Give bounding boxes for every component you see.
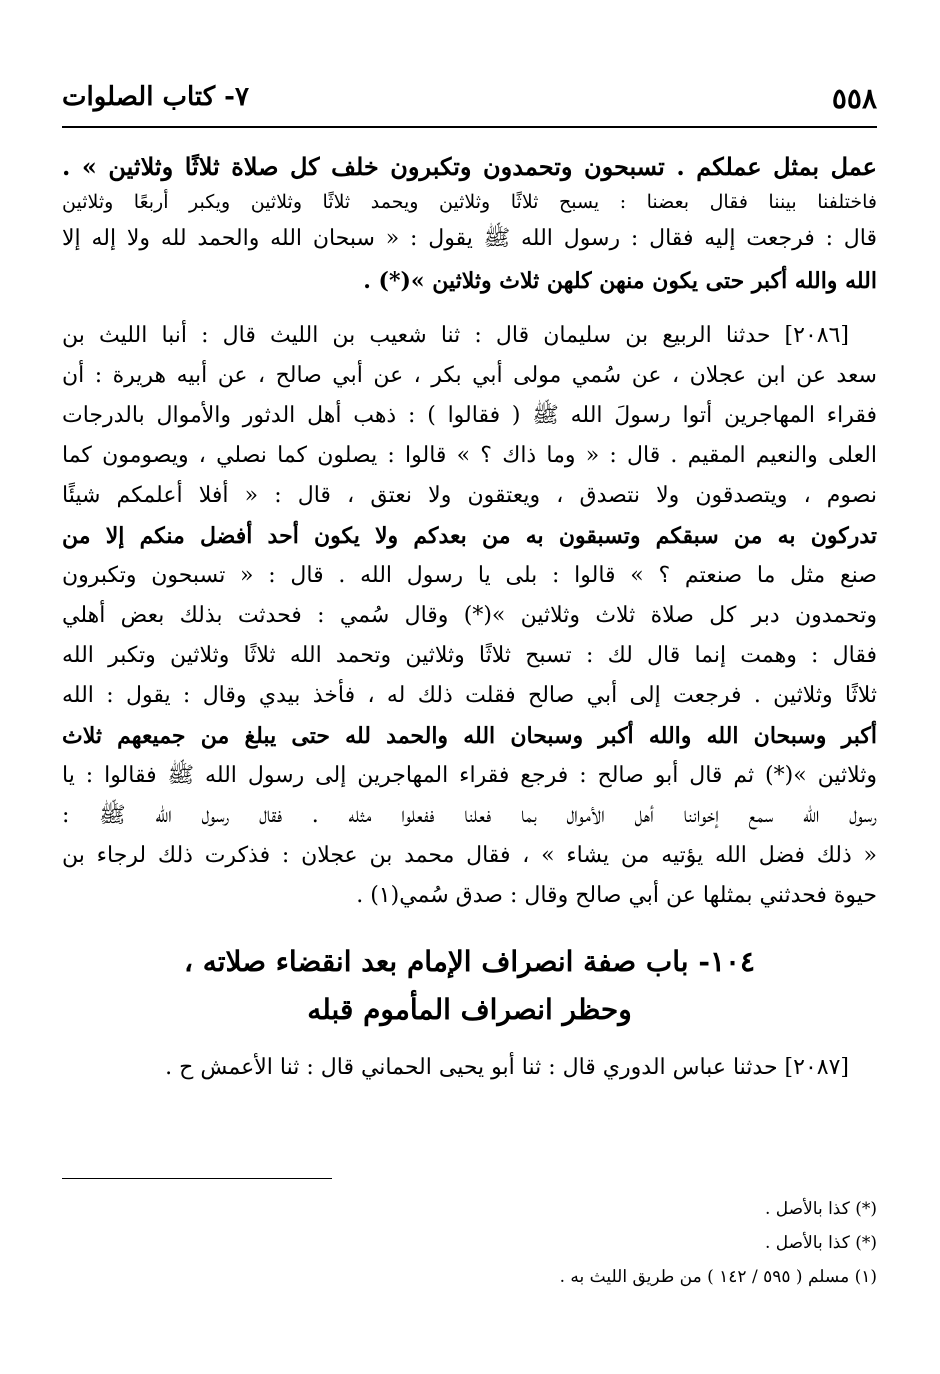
text-line: فقال : وهمت إنما قال لك : تسبح ثلاثًا وثلاثين وتحمد الله ثلاثًا وثلاثين وتكبر الله [62, 643, 877, 668]
text-line: العلى والنعيم المقيم . قال : « وما ذاك ؟ » قالوا : يصلون كما نصلي ، ويصومون كما [62, 443, 877, 468]
chapter-title: ٧- كتاب الصلوات [62, 82, 249, 112]
text-line: حيوة فحدثني بمثلها عن أبي صالح وقال : صدق سُمي(١) . [356, 883, 877, 908]
section-title-line-1: ١٠٤- باب صفة انصراف الإمام بعد انقضاء صلاته ، [183, 945, 756, 978]
footnote: (١) مسلم ( ٥٩٥ / ١٤٢ ) من طريق الليث به . [559, 1267, 877, 1287]
book-page [62, 0, 877, 1374]
footnotes [62, 1192, 877, 1294]
text-line: ثلاثًا وثلاثين . فرجعت إلى أبي صالح فقلت ذلك له ، فأخذ بيدي وقال : يقول : الله [62, 683, 877, 708]
footnote-divider [62, 1178, 332, 1179]
text-line: الله والله أكبر حتى يكون منهن كلهن ثلاث وثلاثين »(*) . [363, 268, 877, 294]
footnote: (*) كذا بالأصل . [764, 1233, 877, 1253]
section-gap [62, 1034, 877, 1048]
header-divider [62, 126, 877, 128]
text-line: وثلاثين »(*) ثم قال أبو صالح : فرجع فقراء المهاجرين إلى رسول الله ﷺ فقالوا : يا [62, 763, 877, 788]
text-line: فقراء المهاجرين أتوا رسولَ الله ﷺ ( فقالوا ) : ذهب أهل الدثور والأموال بالدرجات [62, 403, 877, 428]
text-line: [٢٠٨٦] حدثنا الربيع بن سليمان قال : ثنا شعيب بن الليث قال : أنبا الليث بن [62, 323, 849, 348]
text-line: صنع مثل ما صنعتم ؟ » قالوا : بلى يا رسول الله . قال : « تسبحون وتكبرون [62, 563, 877, 588]
text-line: نصوم ، ويتصدقون ولا نتصدق ، ويعتقون ولا نعتق ، قال : « أفلا أعلمكم شيئًا [62, 483, 877, 508]
section-gap [62, 916, 877, 938]
page-header [62, 82, 877, 122]
text-line: عمل بمثل عملكم . تسبحون وتحمدون وتكبرون خلف كل صلاة ثلاثًا وثلاثين » . [62, 152, 877, 181]
text-line: « ذلك فضل الله يؤتيه من يشاء » ، فقال محمد بن عجلان : فذكرت ذلك لرجاء بن [62, 843, 877, 868]
text-line: تدركون به من سبقكم وتسبقون به من بعدكم ولا يكون أحد أفضل منكم إلا من [62, 523, 877, 549]
footnote: (*) كذا بالأصل . [764, 1199, 877, 1219]
text-line: أكبر وسبحان الله والله أكبر وسبحان الله والحمد لله حتى يبلغ من جميعهم ثلاث [62, 723, 877, 749]
text-line: رسول الله سمع إخواننا أهل الأموال بما فعلنا ففعلوا مثله . فقال رسول الله ﷺ : [62, 803, 877, 828]
text-line: فاختلفنا بيننا فقال بعضنا : يسبح ثلاثًا وثلاثين ويحمد ثلاثًا وثلاثين ويكبر أربعًا وثلاثين [62, 191, 877, 213]
hadith-line: [٢٠٨٧] حدثنا عباس الدوري قال : ثنا أبو يحيى الحماني قال : ثنا الأعمش ح . [165, 1055, 849, 1080]
text-line: وتحمدون دبر كل صلاة ثلاث وثلاثين »(*) وقال سُمي : فحدثت بذلك بعض أهلي [62, 603, 877, 628]
paragraph-gap [62, 302, 877, 316]
section-title-line-2: وحظر انصراف المأموم قبله [307, 993, 632, 1026]
text-line: قال : فرجعت إليه فقال : رسول الله ﷺ يقول : « سبحان الله والحمد لله ولا إله إلا [62, 226, 877, 251]
page-body [62, 148, 877, 1088]
text-line: سعد عن ابن عجلان ، عن سُمي مولى أبي بكر ، عن أبي صالح ، عن أبيه هريرة : أن [62, 363, 877, 388]
page-number: ٥٥٨ [831, 82, 877, 115]
